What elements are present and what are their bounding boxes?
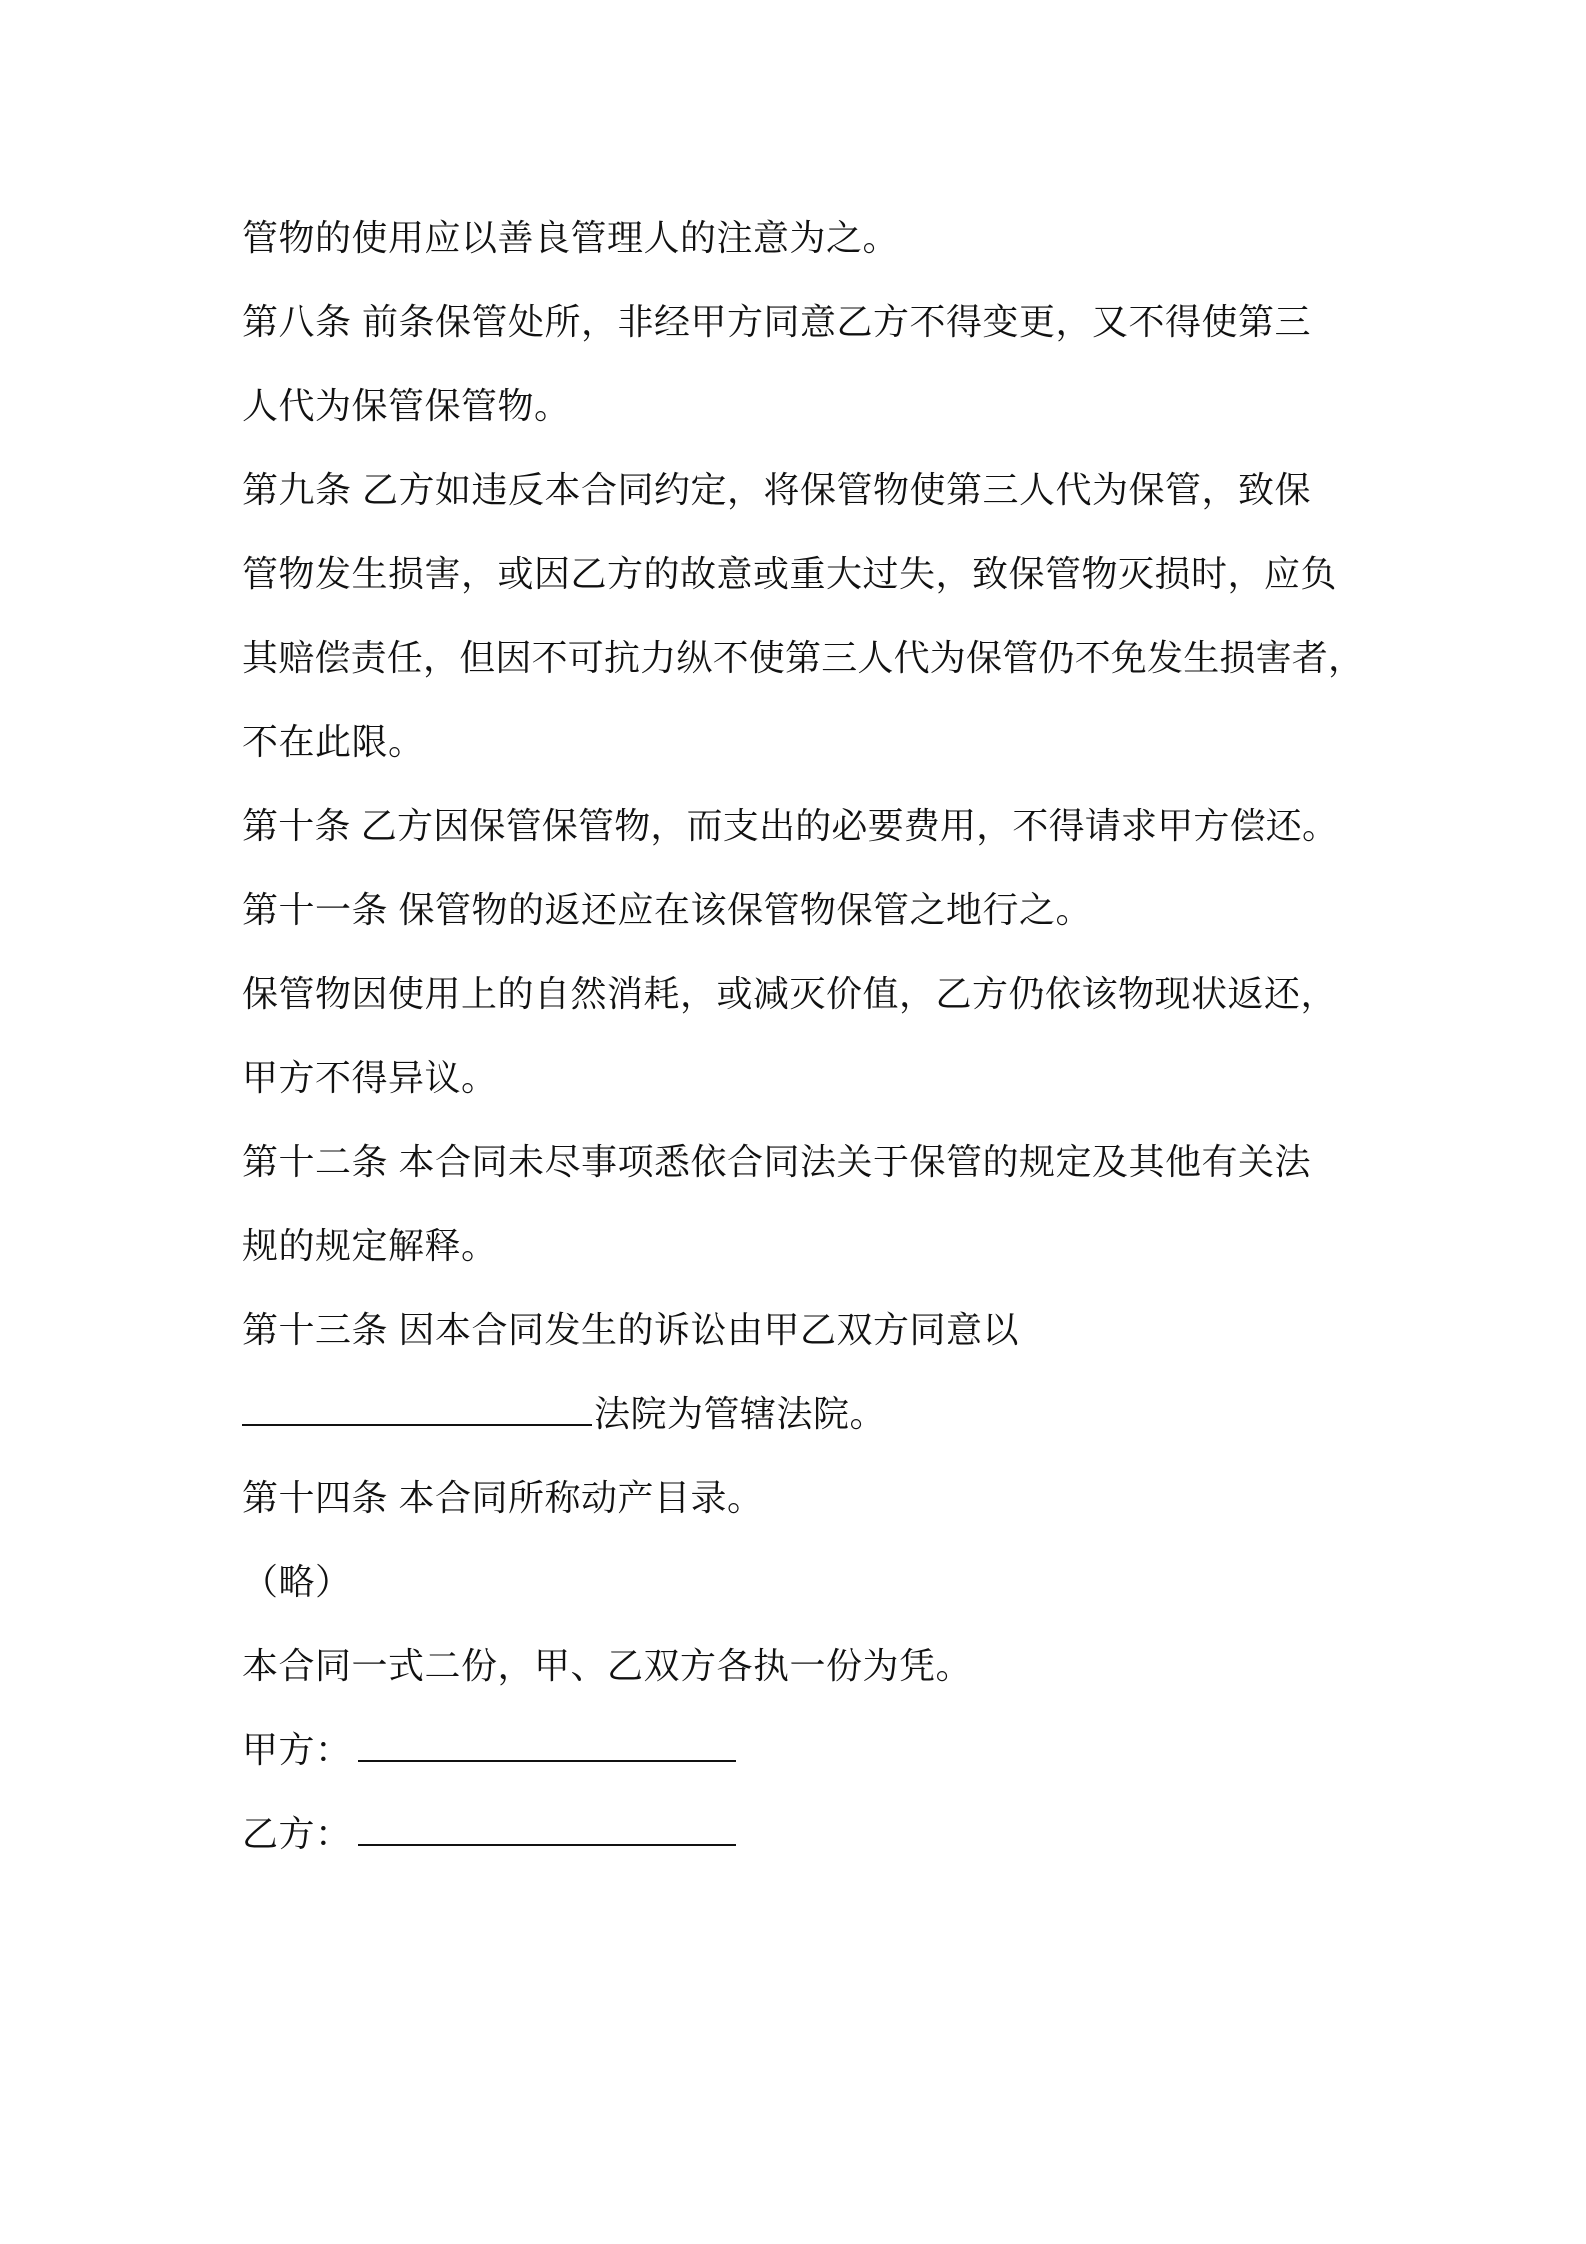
article-12-line-1: 第十二条 本合同未尽事项悉依合同法关于保管的规定及其他有关法: [242, 1141, 1312, 1182]
text-line: 管物的使用应以善良管理人的注意为之。: [242, 217, 900, 258]
article-13-line-2: [242, 1372, 1392, 1456]
court-suffix: 法院为管辖法院。: [594, 1393, 887, 1434]
party-b-signature-blank[interactable]: [358, 1800, 736, 1846]
party-a-label: 甲方：: [242, 1729, 352, 1770]
copies-line: 本合同一式二份，甲、乙双方各执一份为凭。: [242, 1645, 973, 1686]
omitted-note: （略）: [242, 1561, 352, 1602]
article-8-line-2: 人代为保管保管物。: [242, 385, 571, 426]
article-12-line-2: 规的规定解释。: [242, 1225, 498, 1266]
article-9-line-3: 其赔偿责任，但因不可抗力纵不使第三人代为保管仍不免发生损害者，: [242, 637, 1365, 678]
party-a-signature-blank[interactable]: [358, 1716, 736, 1762]
court-name-blank[interactable]: [242, 1380, 592, 1426]
article-10-line: 第十条 乙方因保管保管物，而支出的必要费用，不得请求甲方偿还。: [242, 805, 1339, 846]
article-8-line-1: 第八条 前条保管处所，非经甲方同意乙方不得变更，又不得使第三: [242, 301, 1312, 342]
article-11-line-2: 保管物因使用上的自然消耗，或减灭价值，乙方仍依该物现状返还，: [242, 973, 1338, 1014]
document-body: [242, 196, 1392, 1876]
article-11-line-1: 第十一条 保管物的返还应在该保管物保管之地行之。: [242, 889, 1093, 930]
article-13-line-1: 第十三条 因本合同发生的诉讼由甲乙双方同意以: [242, 1309, 1020, 1350]
article-11-line-3: 甲方不得异议。: [242, 1057, 498, 1098]
party-b-line: [242, 1792, 1392, 1876]
party-a-line: [242, 1708, 1392, 1792]
article-9-line-4: 不在此限。: [242, 721, 425, 762]
article-9-line-1: 第九条 乙方如违反本合同约定，将保管物使第三人代为保管，致保: [242, 469, 1312, 510]
article-14-line: 第十四条 本合同所称动产目录。: [242, 1477, 764, 1518]
article-9-line-2: 管物发生损害，或因乙方的故意或重大过失，致保管物灭损时，应负: [242, 553, 1338, 594]
party-b-label: 乙方：: [242, 1813, 352, 1854]
